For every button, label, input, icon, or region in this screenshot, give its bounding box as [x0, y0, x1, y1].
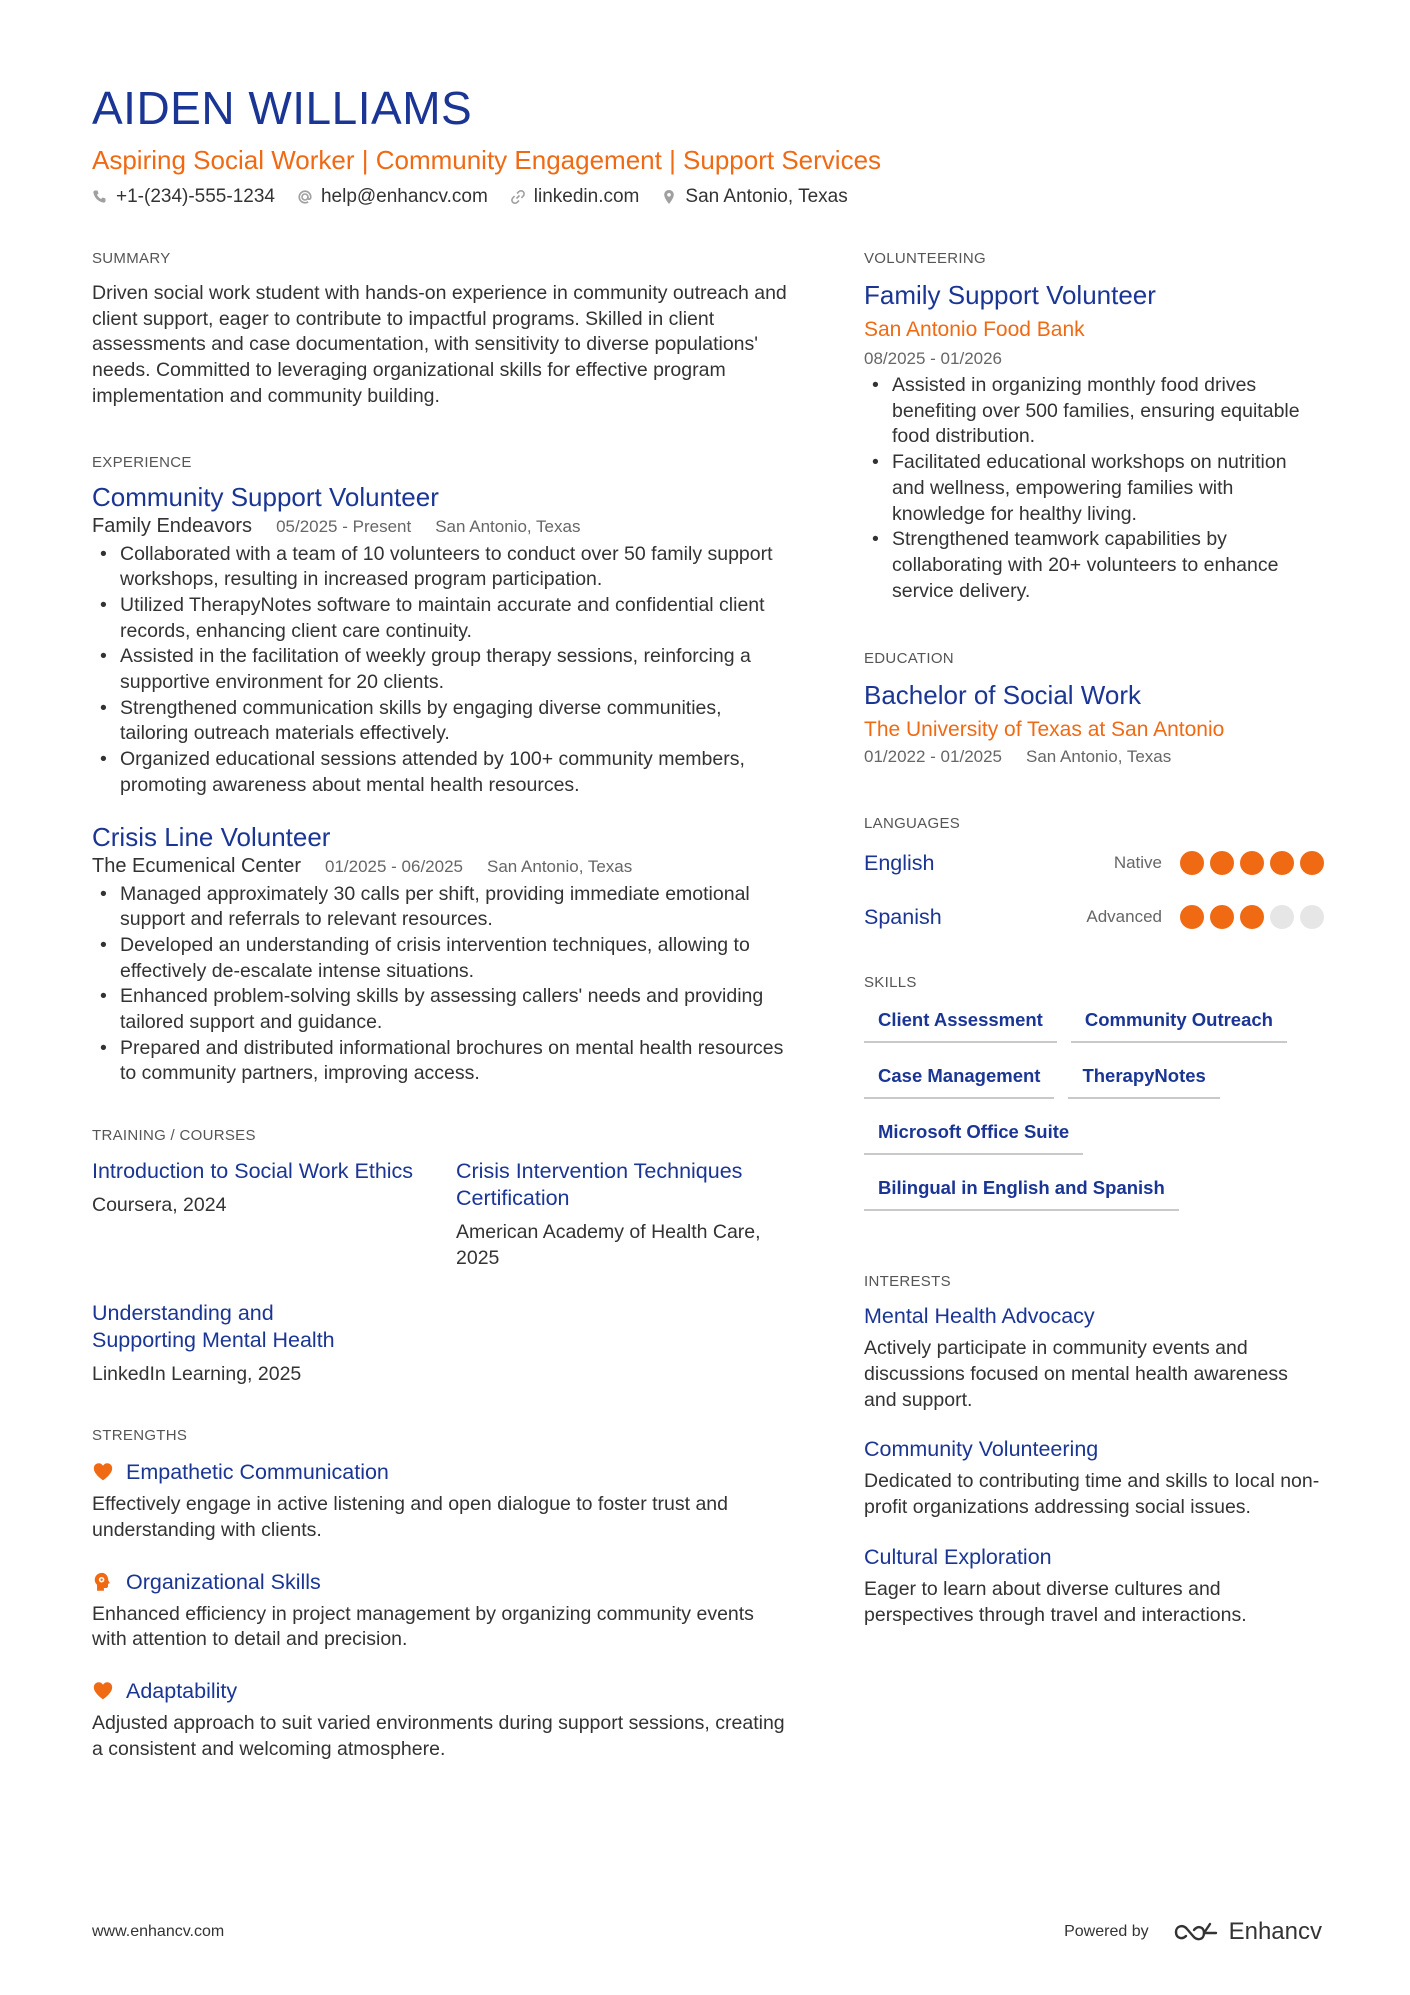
- strength-title: Empathetic Communication: [126, 1460, 389, 1485]
- job-bullets: [92, 882, 792, 1088]
- languages-section: [864, 815, 1324, 944]
- course-title: Introduction to Social Work Ethics: [92, 1159, 414, 1184]
- enhancv-logo[interactable]: [1173, 1918, 1322, 1946]
- interest-item: [864, 1543, 1324, 1628]
- rating-dot-filled: [1240, 851, 1264, 875]
- heart-icon: [92, 1680, 114, 1702]
- language-rating: [1180, 905, 1324, 929]
- enhancv-logo-icon: [1173, 1920, 1219, 1944]
- bullet-item: • Collaborated with a team of 10 volunteers to conduct over 50 family support workshops, resulting in increased program participation.: [92, 542, 792, 593]
- rating-dot-filled: [1180, 851, 1204, 875]
- skill-tag: Case Management: [864, 1057, 1054, 1099]
- interest-title: Cultural Exploration: [864, 1544, 1052, 1569]
- job-company: Family Endeavors: [92, 514, 253, 537]
- brain-head-icon: [92, 1571, 114, 1593]
- volunteer-bullets: [864, 373, 1324, 604]
- section-title: EDUCATION: [864, 650, 954, 668]
- language-name: Spanish: [864, 904, 942, 929]
- skill-tag: Community Outreach: [1071, 1001, 1287, 1043]
- interest-desc: Dedicated to contributing time and skills to local non-profit organizations addressing social issues.: [864, 1470, 1320, 1519]
- heart-icon: [92, 1461, 114, 1483]
- rating-dot-filled: [1210, 905, 1234, 929]
- section-title: INTERESTS: [864, 1273, 951, 1291]
- strength-head: [92, 1568, 792, 1596]
- section-title: SKILLS: [864, 974, 917, 992]
- interest-item: [864, 1302, 1324, 1413]
- contact-bar: [92, 186, 1322, 208]
- skill-tag: TherapyNotes: [1068, 1057, 1219, 1099]
- brand-name: Enhancv: [1228, 1918, 1322, 1945]
- contact-linkedin[interactable]: [510, 186, 640, 208]
- strength-desc: Adjusted approach to suit varied environments during support sessions, creating a consistent and welcoming atmosphere.: [92, 1712, 785, 1760]
- language-row: [864, 836, 1324, 890]
- language-row: [864, 890, 1324, 944]
- training-section: [92, 1127, 792, 1387]
- contact-phone[interactable]: [92, 186, 275, 208]
- interest-title: Community Volunteering: [864, 1437, 1099, 1462]
- powered-by-label: Powered by: [1064, 1923, 1149, 1940]
- interest-desc: Actively participate in community events and discussions focused on mental health awareness and support.: [864, 1337, 1288, 1411]
- candidate-tagline: Aspiring Social Worker | Community Engagement | Support Services: [92, 145, 882, 175]
- job-date: 01/2025 - 06/2025: [324, 856, 463, 876]
- education-degree: Bachelor of Social Work: [864, 680, 1141, 711]
- job-entry: [92, 821, 792, 1088]
- email-text: help@enhancv.com: [320, 186, 488, 207]
- interest-title: Mental Health Advocacy: [864, 1304, 1095, 1329]
- job-company: The Ecumenical Center: [92, 854, 301, 877]
- phone-text: +1-(234)-555-1234: [116, 186, 275, 207]
- location-pin-icon: [661, 189, 677, 205]
- course-title: Crisis Intervention Techniques Certification: [456, 1159, 743, 1211]
- at-icon: [297, 189, 313, 205]
- education-school: The University of Texas at San Antonio: [864, 718, 1225, 742]
- job-location: San Antonio, Texas: [487, 856, 633, 876]
- bullet-item: • Facilitated educational workshops on nutrition and wellness, empowering families with knowledge for healthy living.: [864, 450, 1324, 527]
- language-name: English: [864, 850, 935, 875]
- rating-dot-filled: [1210, 851, 1234, 875]
- course-item: [456, 1158, 792, 1271]
- experience-section: [92, 454, 792, 1088]
- left-column: [92, 250, 792, 1807]
- rating-dot-filled: [1240, 905, 1264, 929]
- volunteer-role: Family Support Volunteer: [864, 280, 1156, 310]
- strength-item: [92, 1458, 792, 1543]
- volunteering-section: [864, 250, 1324, 604]
- bullet-item: • Assisted in the facilitation of weekly group therapy sessions, reinforcing a supportive environment for 20 clients.: [92, 644, 792, 695]
- page-footer: [92, 1918, 1322, 1946]
- job-title: Crisis Line Volunteer: [92, 821, 331, 852]
- rating-dot-filled: [1300, 851, 1324, 875]
- rating-dot-empty: [1270, 905, 1294, 929]
- footer-url[interactable]: www.enhancv.com: [92, 1923, 225, 1940]
- volunteer-org: San Antonio Food Bank: [864, 318, 1085, 341]
- bullet-item: • Strengthened teamwork capabilities by collaborating with 20+ volunteers to enhance service delivery.: [864, 527, 1324, 604]
- skill-tag: Client Assessment: [864, 1001, 1057, 1043]
- education-section: [864, 650, 1324, 767]
- strengths-section: [92, 1427, 792, 1762]
- strength-head: [92, 1458, 792, 1486]
- job-meta: [92, 515, 792, 538]
- rating-dot-empty: [1300, 905, 1324, 929]
- interests-section: [864, 1273, 1324, 1628]
- education-location: San Antonio, Texas: [1026, 747, 1172, 767]
- resume-header: [92, 82, 1322, 208]
- contact-location: [661, 186, 847, 208]
- courses-grid: [92, 1158, 792, 1387]
- strength-desc: Enhanced efficiency in project management by organizing community events with attention to detail and precision.: [92, 1602, 754, 1651]
- summary-text: Driven social work student with hands-on experience in community outreach and client support, eager to contribute to impactful programs. Skilled in client assessments and case documentation, with sensitivity to diverse populations' needs. Committed to leveraging organizational skills for effective program implementation and community building.: [92, 282, 787, 407]
- course-item: [92, 1158, 428, 1271]
- candidate-name: AIDEN WILLIAMS: [92, 82, 473, 134]
- contact-email[interactable]: [297, 186, 488, 208]
- job-location: San Antonio, Texas: [435, 516, 581, 536]
- skill-tag: Microsoft Office Suite: [864, 1113, 1083, 1155]
- job-entry: [92, 481, 792, 799]
- strength-title: Adaptability: [126, 1679, 238, 1704]
- skills-list: [864, 1001, 1324, 1211]
- summary-section: [92, 250, 792, 410]
- section-title: LANGUAGES: [864, 815, 961, 833]
- linkedin-text: linkedin.com: [533, 186, 640, 207]
- rating-dot-filled: [1180, 905, 1204, 929]
- section-title: VOLUNTEERING: [864, 250, 986, 267]
- bullet-item: • Developed an understanding of crisis intervention techniques, allowing to effectively de-escalate intense situations.: [92, 933, 792, 984]
- right-column: [864, 250, 1324, 1672]
- job-title: Community Support Volunteer: [92, 481, 439, 512]
- section-title: TRAINING / COURSES: [92, 1127, 256, 1145]
- section-title: SUMMARY: [92, 250, 171, 267]
- strength-item: [92, 1677, 792, 1762]
- education-date: 01/2022 - 01/2025: [864, 747, 1003, 767]
- bullet-item: • Strengthened communication skills by engaging diverse communities, tailoring outreach materials effectively.: [92, 696, 792, 747]
- course-item: [92, 1300, 428, 1388]
- job-date: 05/2025 - Present: [276, 516, 412, 536]
- rating-dot-filled: [1270, 851, 1294, 875]
- course-provider: LinkedIn Learning, 2025: [92, 1362, 302, 1385]
- strength-item: [92, 1568, 792, 1653]
- bullet-item: • Utilized TherapyNotes software to maintain accurate and confidential client records, enhancing client care continuity.: [92, 593, 792, 644]
- strength-head: [92, 1677, 792, 1705]
- phone-icon: [92, 189, 108, 205]
- link-icon: [510, 189, 526, 205]
- education-meta: [864, 747, 1324, 767]
- skills-section: [864, 974, 1324, 1211]
- bullet-item: • Enhanced problem-solving skills by assessing callers' needs and providing tailored support and guidance.: [92, 984, 792, 1035]
- interest-item: [864, 1435, 1324, 1520]
- bullet-item: • Organized educational sessions attended by 100+ community members, promoting awareness about mental health resources.: [92, 747, 792, 798]
- language-level: Native: [1113, 853, 1162, 873]
- skill-tag: Bilingual in English and Spanish: [864, 1169, 1179, 1211]
- strength-title: Organizational Skills: [126, 1569, 321, 1594]
- language-rating: [1180, 851, 1324, 875]
- bullet-item: • Managed approximately 30 calls per shift, providing immediate emotional support and referrals to relevant resources.: [92, 882, 792, 933]
- volunteer-date: 08/2025 - 01/2026: [864, 349, 1003, 368]
- course-title: Understanding and Supporting Mental Health: [92, 1300, 335, 1352]
- footer-brand: [1064, 1918, 1322, 1946]
- job-meta: [92, 855, 792, 878]
- bullet-item: • Assisted in organizing monthly food drives benefiting over 500 families, ensuring equitable food distribution.: [864, 373, 1324, 450]
- course-provider: Coursera, 2024: [92, 1194, 227, 1217]
- strength-desc: Effectively engage in active listening and open dialogue to foster trust and understanding with clients.: [92, 1493, 728, 1541]
- location-text: San Antonio, Texas: [685, 186, 848, 207]
- section-title: EXPERIENCE: [92, 453, 192, 471]
- section-title: STRENGTHS: [92, 1427, 188, 1445]
- bullet-item: • Prepared and distributed informational brochures on mental health resources to community partners, improving access.: [92, 1036, 792, 1087]
- course-provider: American Academy of Health Care, 2025: [456, 1221, 761, 1269]
- language-level: Advanced: [1086, 907, 1162, 927]
- interest-desc: Eager to learn about diverse cultures and perspectives through travel and interactions.: [864, 1577, 1247, 1626]
- job-bullets: [92, 542, 792, 799]
